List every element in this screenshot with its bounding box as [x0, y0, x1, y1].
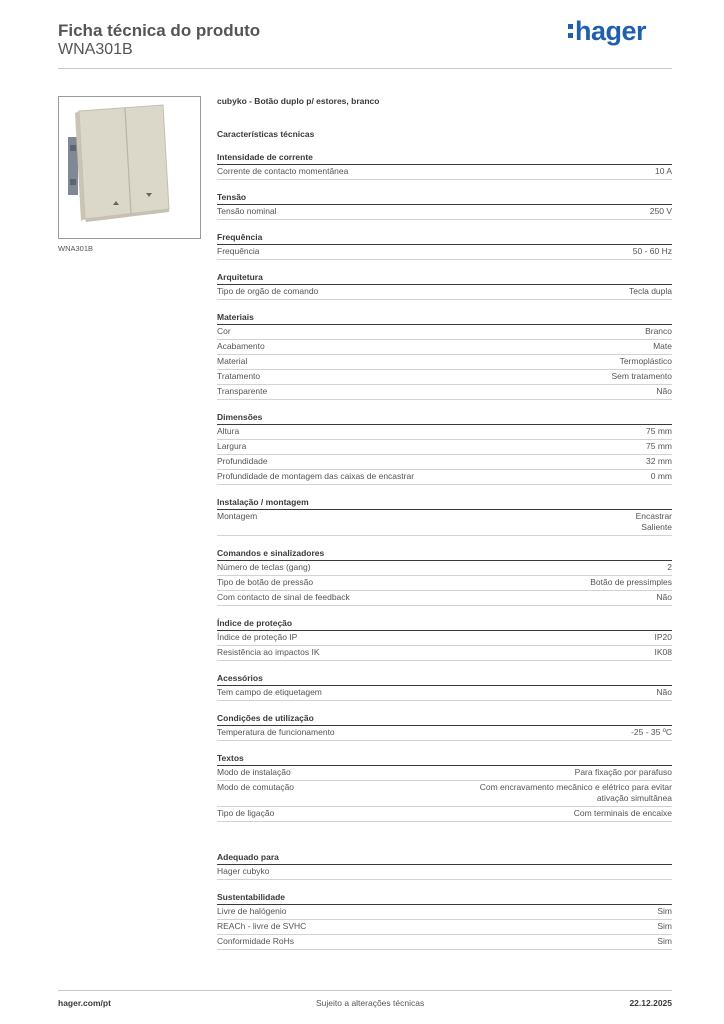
spec-value	[631, 727, 672, 738]
spec-row	[217, 686, 672, 701]
spec-value	[629, 286, 672, 297]
spec-section	[217, 496, 672, 536]
spec-value	[590, 577, 672, 588]
spec-section	[217, 271, 672, 300]
spec-row	[217, 165, 672, 180]
spec-value-line: Sem tratamento	[611, 371, 672, 381]
spec-value-line: 32 mm	[646, 456, 672, 466]
header-divider	[58, 68, 672, 69]
section-title: Tensão	[217, 191, 672, 205]
spec-label: Corrente de contacto momentânea	[217, 166, 349, 176]
section-title: Acessórios	[217, 672, 672, 686]
spec-label: Temperatura de funcionamento	[217, 727, 335, 737]
spec-value	[651, 471, 672, 482]
section-title: Adequado para	[217, 851, 672, 865]
product-image	[58, 96, 201, 239]
spec-row	[217, 781, 672, 807]
spec-value	[657, 936, 672, 947]
spec-value	[656, 592, 672, 603]
spec-value-line: Encastrar	[635, 511, 672, 521]
spec-row	[217, 440, 672, 455]
spec-label: Acabamento	[217, 341, 265, 351]
product-reference: WNA301B	[58, 41, 133, 58]
spec-section	[217, 712, 672, 741]
spec-row	[217, 631, 672, 646]
spec-value-line: Com encravamento mecânico e elétrico para evitar	[479, 782, 672, 792]
spec-section	[217, 851, 672, 880]
section-title: Instalação / montagem	[217, 496, 672, 510]
logo-text: hager	[575, 16, 647, 46]
spec-row	[217, 205, 672, 220]
spec-value-line: IK08	[654, 647, 672, 657]
spec-label: Com contacto de sinal de feedback	[217, 592, 350, 602]
spec-row	[217, 576, 672, 591]
spec-value-line: Tecla dupla	[628, 286, 672, 296]
section-title: Índice de proteção	[217, 617, 672, 631]
spec-row	[217, 470, 672, 485]
spec-row	[217, 355, 672, 370]
section-title: Sustentabilidade	[217, 891, 672, 905]
section-title: Comandos e sinalizadores	[217, 547, 672, 561]
spec-value	[646, 426, 672, 437]
spec-row	[217, 245, 672, 260]
spec-value-line: 250 V	[649, 206, 672, 216]
spec-section	[217, 311, 672, 400]
spec-value-line: Sim	[657, 936, 672, 946]
logo-dots-icon	[568, 24, 573, 38]
spec-section	[217, 411, 672, 485]
spec-value	[612, 371, 672, 382]
spec-row	[217, 905, 672, 920]
spec-value	[646, 456, 672, 467]
spec-label: Conformidade RoHs	[217, 936, 295, 946]
spec-row	[217, 646, 672, 661]
spec-section	[217, 617, 672, 661]
spec-value	[650, 206, 672, 217]
spec-label: Frequência	[217, 246, 260, 256]
spec-row	[217, 455, 672, 470]
spec-value-line: 50 - 60 Hz	[632, 246, 672, 256]
spec-value-line: ativação simultânea	[596, 793, 672, 803]
spec-value	[575, 767, 672, 778]
spec-label: Tratamento	[217, 371, 261, 381]
spec-value	[655, 632, 673, 643]
spec-value-line: 75 mm	[646, 426, 672, 436]
spec-value-line: Com terminais de encaixe	[573, 808, 672, 818]
spec-label: REACh - livre de SVHC	[217, 921, 307, 931]
spec-label: Material	[217, 356, 248, 366]
spec-row	[217, 766, 672, 781]
page-title: Ficha técnica do produto	[58, 21, 261, 40]
spec-section	[217, 547, 672, 606]
spec-value-line: Não	[656, 687, 672, 697]
spec-section	[217, 891, 672, 950]
spec-label: Transparente	[217, 386, 268, 396]
spec-row	[217, 807, 672, 822]
spec-value-line: Para fixação por parafuso	[574, 767, 672, 777]
spec-value-line: Não	[656, 386, 672, 396]
spec-value	[636, 511, 672, 533]
section-title: Arquitetura	[217, 271, 672, 285]
spec-row	[217, 340, 672, 355]
spec-label: Largura	[217, 441, 247, 451]
spec-label: Tem campo de etiquetagem	[217, 687, 322, 697]
spec-value	[574, 808, 672, 819]
spec-label: Hager cubyko	[217, 866, 270, 876]
spec-value	[653, 341, 672, 352]
spec-value-line: 0 mm	[650, 471, 672, 481]
spec-label: Resistência ao impactos IK	[217, 647, 320, 657]
section-title: Intensidade de corrente	[217, 151, 672, 165]
spec-label: Altura	[217, 426, 240, 436]
spec-value-line: -25 - 35 ºC	[631, 727, 672, 737]
spec-sheet	[217, 94, 672, 950]
spec-value-line: Saliente	[641, 522, 672, 532]
spec-value	[646, 441, 672, 452]
spec-section	[217, 231, 672, 260]
image-caption: WNA301B	[58, 244, 94, 253]
spec-row	[217, 425, 672, 440]
tech-characteristics-heading: Características técnicas	[217, 129, 315, 139]
section-title: Frequência	[217, 231, 672, 245]
spec-section	[217, 191, 672, 220]
spec-value-line: 75 mm	[646, 441, 672, 451]
spec-label: Número de teclas (gang)	[217, 562, 311, 572]
spec-section	[217, 151, 672, 180]
spec-label: Profundidade de montagem das caixas de encastrar	[217, 471, 415, 481]
spec-row	[217, 726, 672, 741]
spec-value	[645, 326, 672, 337]
spec-value-line: 2	[667, 562, 672, 572]
section-title: Dimensões	[217, 411, 672, 425]
spec-row	[217, 865, 672, 880]
spec-row	[217, 385, 672, 400]
spec-label: Índice de proteção IP	[217, 632, 298, 642]
section-title: Condições de utilização	[217, 712, 672, 726]
spec-value-line: Mate	[653, 341, 672, 351]
footer-divider	[58, 990, 672, 991]
spec-value-line: IP20	[654, 632, 672, 642]
product-name: cubyko - Botão duplo p/ estores, branco	[217, 96, 380, 106]
spec-row	[217, 285, 672, 300]
spec-row	[217, 325, 672, 340]
section-title: Materiais	[217, 311, 672, 325]
spec-value	[657, 906, 672, 917]
spec-value	[657, 921, 672, 932]
spec-row	[217, 935, 672, 950]
spec-value-line: Botão de pressimples	[590, 577, 672, 587]
spec-value	[656, 386, 672, 397]
spec-row	[217, 510, 672, 536]
hager-logo[interactable]	[568, 16, 646, 46]
spec-value	[480, 782, 672, 804]
spec-value-line: Sim	[657, 921, 672, 931]
spec-value	[667, 562, 672, 573]
spec-row	[217, 561, 672, 576]
spec-label: Profundidade	[217, 456, 268, 466]
spec-value	[655, 647, 673, 658]
section-title: Textos	[217, 752, 672, 766]
spec-label: Tipo de ligação	[217, 808, 275, 818]
spec-label: Modo de instalação	[217, 767, 291, 777]
spec-label: Livre de halógenio	[217, 906, 287, 916]
footer-notice: Sujeito a alterações técnicas	[316, 998, 425, 1008]
spec-label: Montagem	[217, 511, 258, 521]
spec-label: Tensão nominal	[217, 206, 277, 216]
spec-value-line: Não	[656, 592, 672, 602]
spec-label: Tipo de botão de pressão	[217, 577, 314, 587]
spec-label: Modo de comutação	[217, 782, 295, 792]
switch-photo-icon	[59, 97, 200, 238]
spec-value	[656, 687, 672, 698]
spec-section	[217, 752, 672, 822]
spec-row	[217, 591, 672, 606]
spec-row	[217, 920, 672, 935]
spec-value	[655, 166, 672, 177]
spec-label: Tipo de orgão de comando	[217, 286, 319, 296]
spec-value-line: Sim	[657, 906, 672, 916]
spec-sections	[217, 151, 672, 950]
spec-value-line: Branco	[645, 326, 672, 336]
spec-label: Cor	[217, 326, 231, 336]
spec-value-line: 10 A	[654, 166, 672, 176]
footer-website[interactable]: hager.com/pt	[58, 998, 111, 1008]
spec-row	[217, 370, 672, 385]
spec-value-line: Termoplástico	[619, 356, 672, 366]
spec-value	[620, 356, 672, 367]
footer-date: 22.12.2025	[629, 998, 672, 1008]
spec-section	[217, 672, 672, 701]
spec-value	[633, 246, 672, 257]
